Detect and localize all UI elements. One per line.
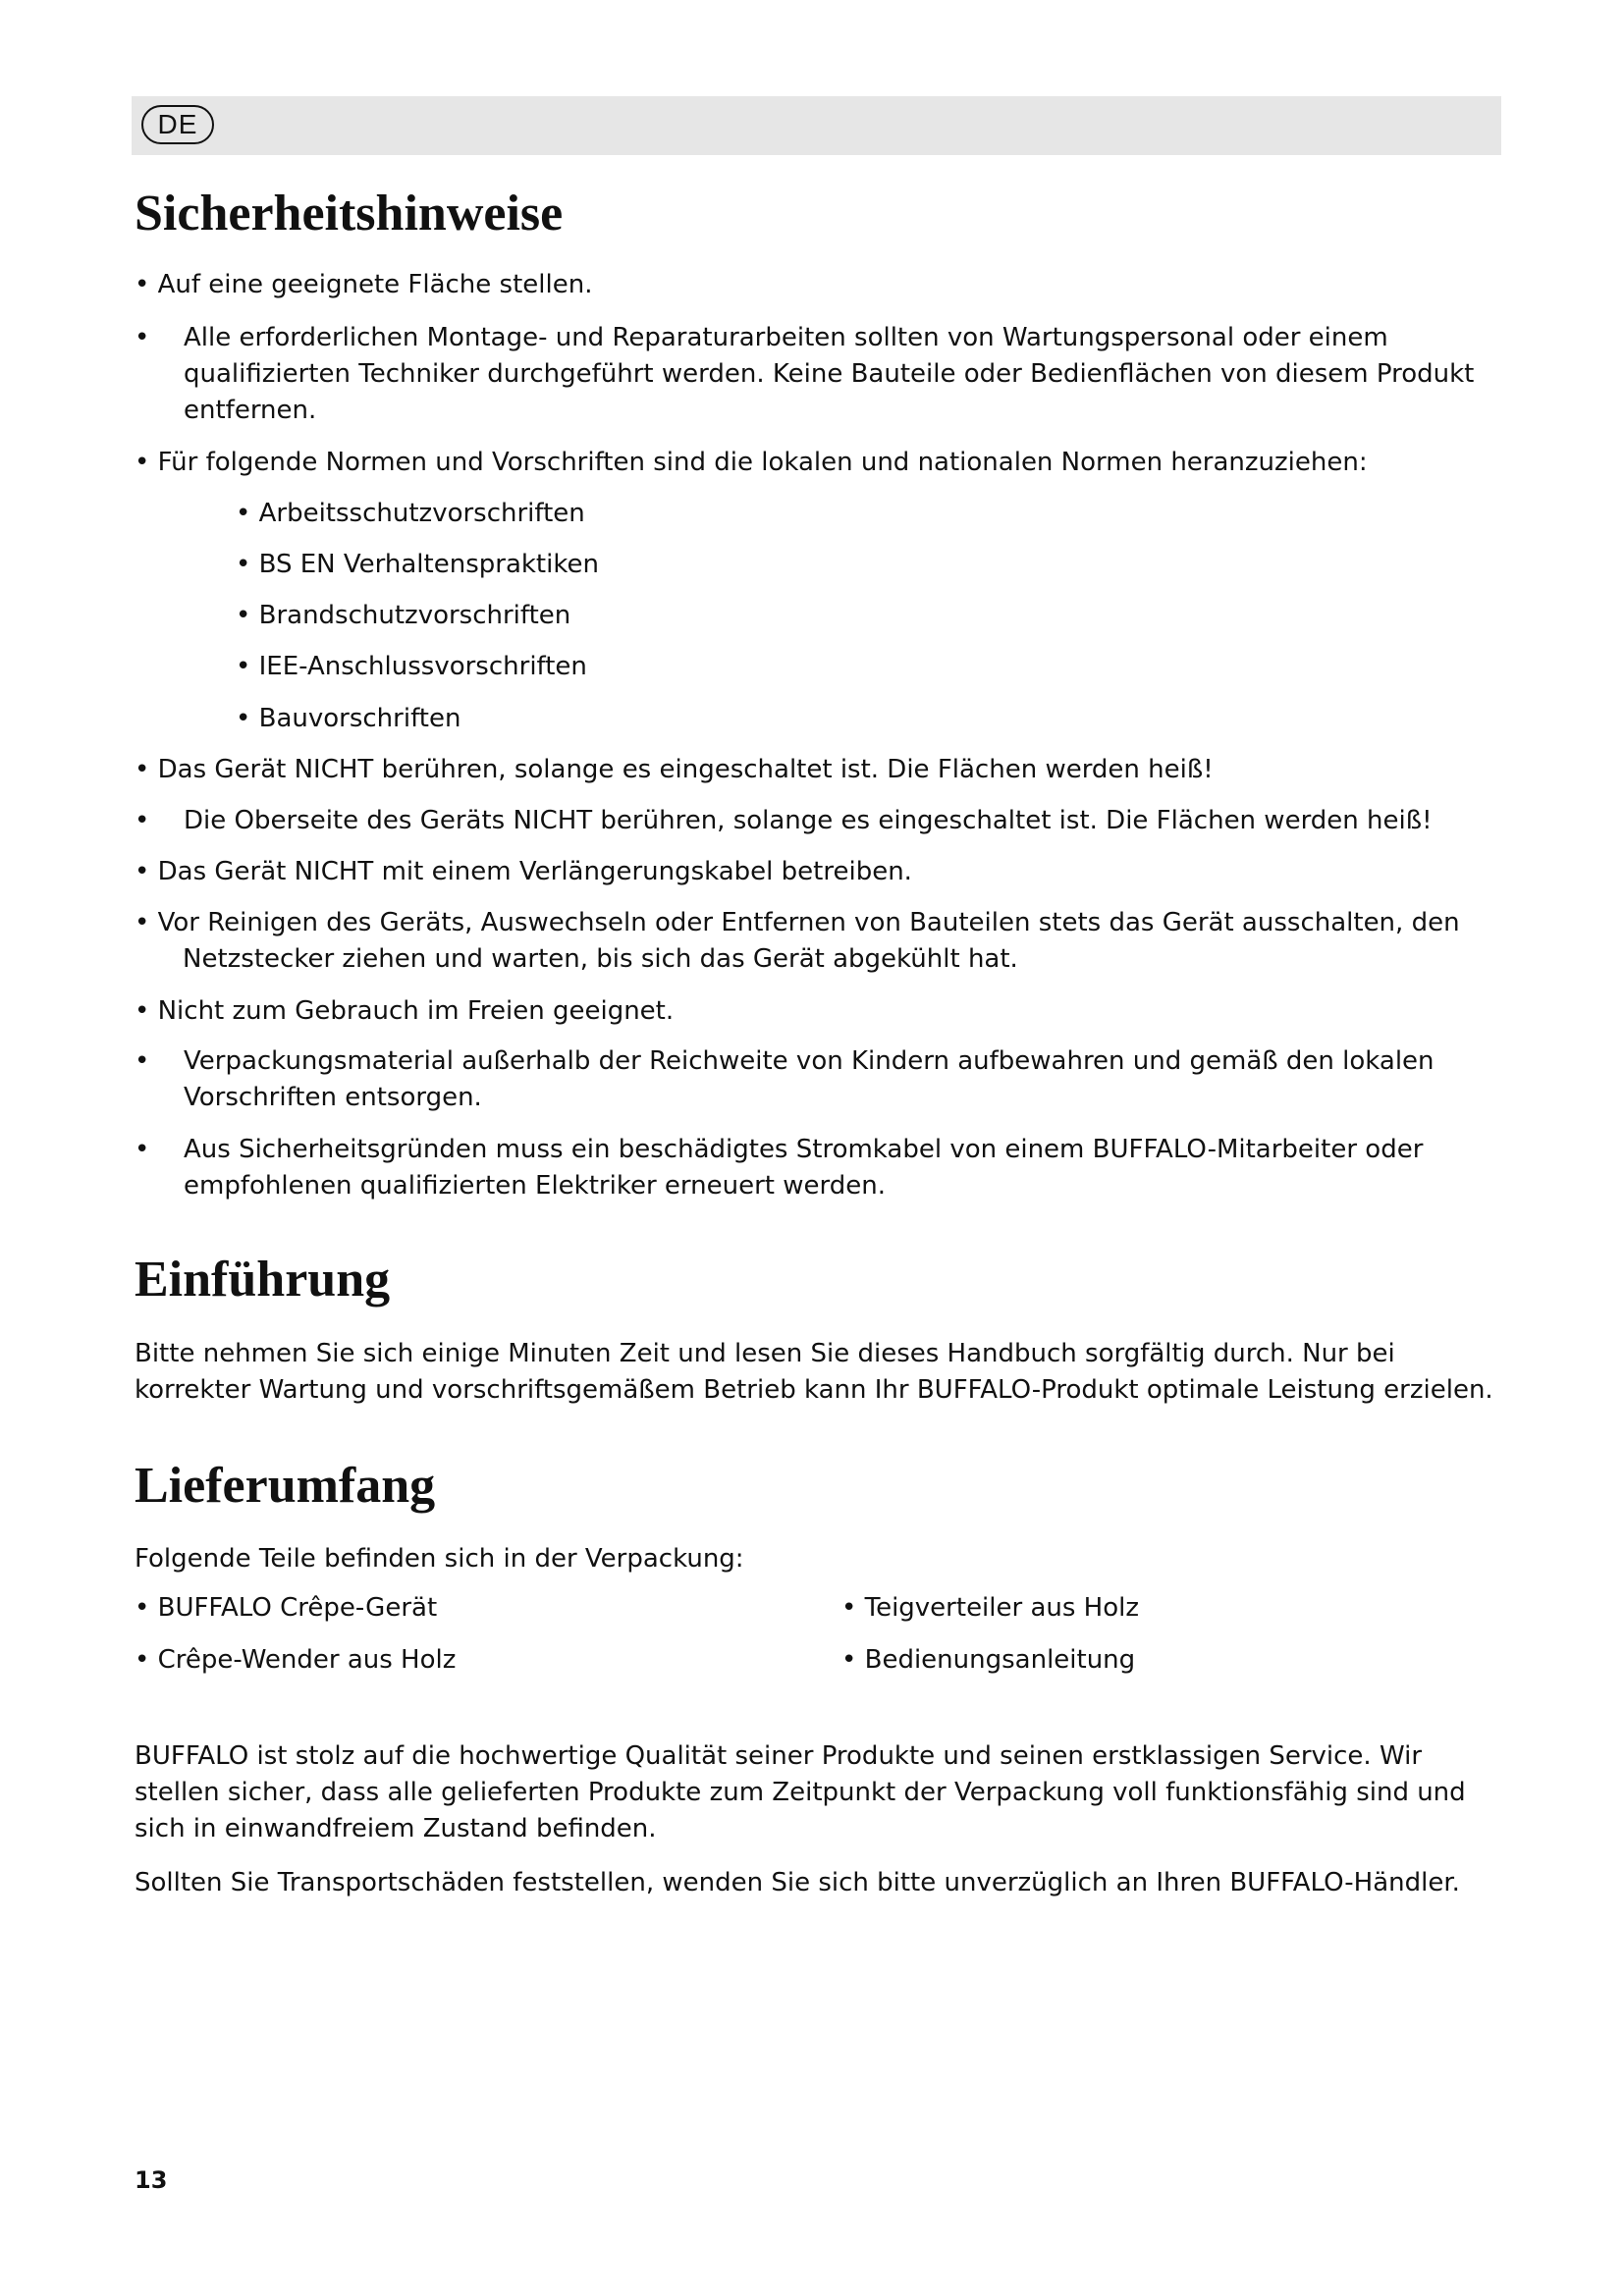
list-item: • Die Oberseite des Geräts NICHT berühren, solange es eingeschaltet ist. Die Flächen werden heiß! [135,806,1433,835]
section-title-contents: Lieferumfang [135,1458,436,1514]
package-item: • Crêpe-Wender aus Holz [135,1645,457,1675]
language-badge: DE [141,105,214,144]
list-item: • Das Gerät NICHT berühren, solange es eingeschaltet ist. Die Flächen werden heiß! [135,755,1214,784]
sub-list-item: • Brandschutzvorschriften [236,601,571,630]
sub-list-item: • IEE-Anschlussvorschriften [236,652,587,681]
sub-list-item: • Arbeitsschutzvorschriften [236,499,585,528]
contents-lead: Folgende Teile befinden sich in der Verpackung: [135,1544,744,1574]
list-item: • Verpackungsmaterial außerhalb der Reichweite von Kindern aufbewahren und gemäß den lokalen Vorschriften entsorgen. [135,1046,1435,1112]
list-item: • Für folgende Normen und Vorschriften sind die lokalen und nationalen Normen heranzuziehen: [135,448,1368,477]
intro-paragraph: Bitte nehmen Sie sich einige Minuten Zeit und lesen Sie dieses Handbuch sorgfältig durch. Nur bei korrekter Wartung und vorschriftsgemäßem Betrieb kann Ihr BUFFALO-Produkt optimale Leistung erzielen. [135,1339,1493,1405]
package-item: • BUFFALO Crêpe-Gerät [135,1593,438,1623]
list-item: • Vor Reinigen des Geräts, Auswechseln oder Entfernen von Bauteilen stets das Gerät ausschalten, den Netzstecker ziehen und warten, bis sich das Gerät abgekühlt hat. [135,908,1460,974]
transport-damage-paragraph: Sollten Sie Transportschäden feststellen, wenden Sie sich bitte unverzüglich an Ihren BUFFALO-Händler. [135,1868,1460,1897]
quality-paragraph: BUFFALO ist stolz auf die hochwertige Qualität seiner Produkte und seinen erstklassigen Service. Wir stellen sicher, dass alle gelieferten Produkte zum Zeitpunkt der Verpackung voll funktionsfähig sind und sich in einwandfreiem Zustand befinden. [135,1741,1466,1843]
package-item: • Bedienungsanleitung [841,1645,1136,1675]
section-title-safety: Sicherheitshinweise [135,186,564,241]
language-header-bar [132,96,1501,155]
list-item: • Nicht zum Gebrauch im Freien geeignet. [135,996,675,1026]
page-number: 13 [135,2166,168,2194]
list-item: • Alle erforderlichen Montage- und Reparaturarbeiten sollten von Wartungspersonal oder einem qualifizierten Techniker durchgeführt werden. Keine Bauteile oder Bedienflächen von diesem Produkt entfernen. [135,323,1475,425]
list-item: • Das Gerät NICHT mit einem Verlängerungskabel betreiben. [135,857,912,886]
list-item: • Auf eine geeignete Fläche stellen. [135,270,593,299]
section-title-intro: Einführung [135,1252,391,1308]
package-item: • Teigverteiler aus Holz [841,1593,1140,1623]
sub-list-item: • Bauvorschriften [236,704,461,733]
list-item: • Aus Sicherheitsgründen muss ein beschädigtes Stromkabel von einem BUFFALO-Mitarbeiter oder empfohlenen qualifizierten Elektriker erneuert werden. [135,1135,1424,1201]
sub-list-item: • BS EN Verhaltenspraktiken [236,550,599,579]
